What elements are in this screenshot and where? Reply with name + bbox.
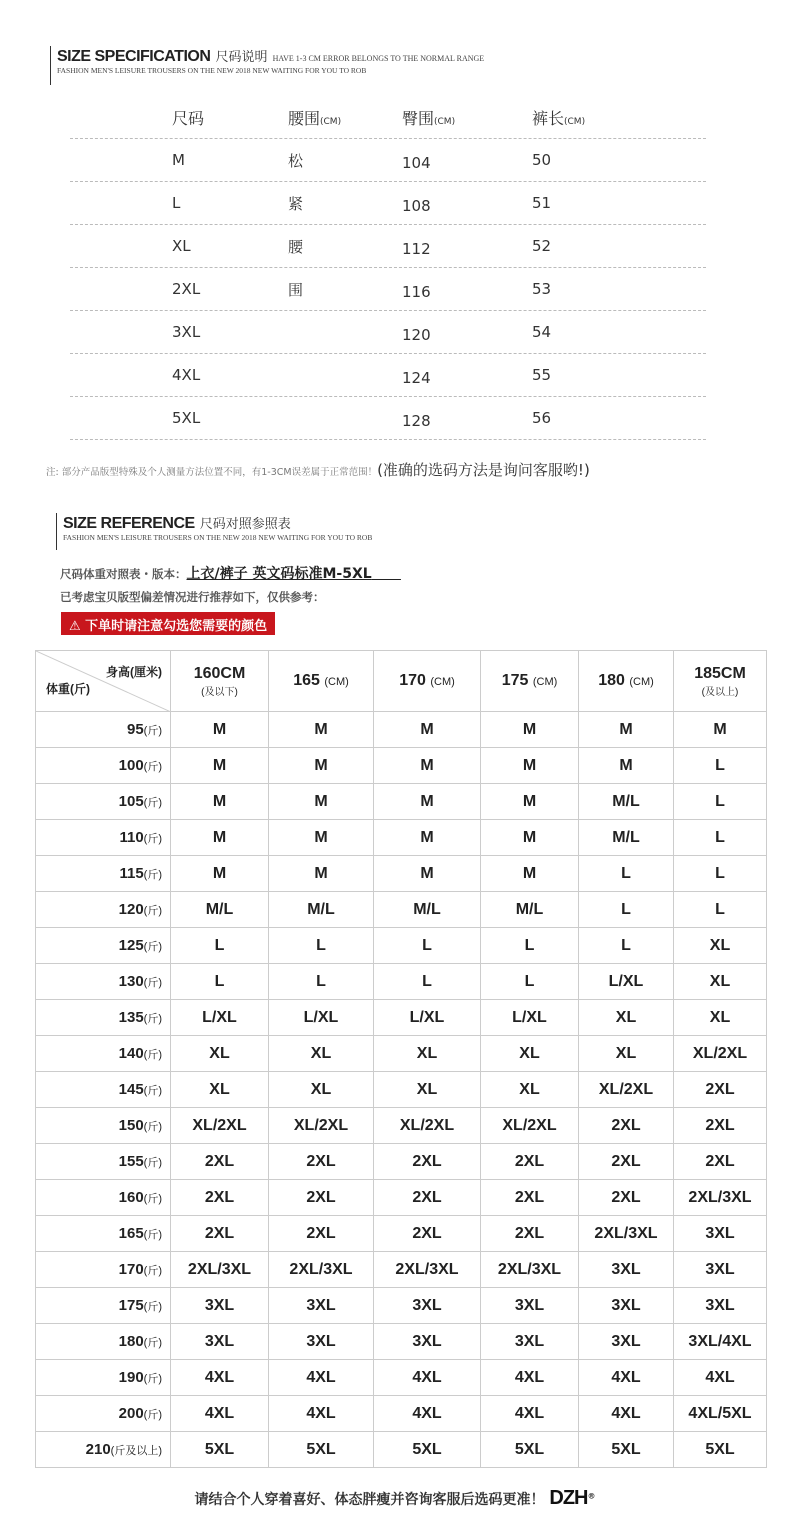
hip-cell: 112	[402, 240, 431, 258]
size-recommendation-cell: M/L	[269, 892, 374, 928]
table-row	[36, 1036, 767, 1072]
size-recommendation-cell: XL/2XL	[374, 1108, 481, 1144]
size-reference-table	[35, 650, 767, 1468]
size-recommendation-cell: 5XL	[481, 1432, 579, 1468]
version-info: 尺码体重对照表・版本：上衣/裤子 英文码标准M-5XL	[60, 566, 372, 582]
size-recommendation-cell: 3XL	[579, 1288, 674, 1324]
size-cell: XL	[172, 237, 191, 255]
size-spec-header	[50, 46, 484, 85]
table-row	[36, 964, 767, 1000]
table-row	[36, 1072, 767, 1108]
table-row	[36, 1432, 767, 1468]
size-recommendation-cell: 2XL	[269, 1180, 374, 1216]
length-cell: 56	[532, 409, 552, 427]
size-recommendation-cell: M	[374, 712, 481, 748]
size-recommendation-cell: L	[374, 964, 481, 1000]
hip-cell: 128	[402, 412, 431, 430]
weight-cell: 190(斤)	[36, 1360, 171, 1396]
size-cell: 4XL	[172, 366, 201, 384]
length-cell: 52	[532, 237, 552, 255]
table-row	[36, 1360, 767, 1396]
height-header-cell: 160CM (及以下)	[171, 651, 269, 712]
size-spec-row	[70, 139, 706, 182]
size-recommendation-cell: L	[171, 964, 269, 1000]
size-recommendation-cell: M/L	[374, 892, 481, 928]
size-recommendation-cell: M	[674, 712, 767, 748]
size-note	[46, 459, 590, 480]
weight-cell: 200(斤)	[36, 1396, 171, 1432]
size-recommendation-cell: M	[374, 820, 481, 856]
size-cell: 3XL	[172, 323, 201, 341]
hip-cell: 124	[402, 369, 431, 387]
weight-cell: 130(斤)	[36, 964, 171, 1000]
table-row	[36, 928, 767, 964]
size-recommendation-cell: M/L	[171, 892, 269, 928]
size-recommendation-cell: XL	[269, 1036, 374, 1072]
size-recommendation-cell: L	[674, 748, 767, 784]
size-recommendation-cell: L	[674, 820, 767, 856]
size-recommendation-cell: 3XL	[171, 1288, 269, 1324]
size-recommendation-cell: 4XL	[481, 1360, 579, 1396]
weight-cell: 110(斤)	[36, 820, 171, 856]
size-recommendation-cell: 2XL	[269, 1216, 374, 1252]
weight-cell: 150(斤)	[36, 1108, 171, 1144]
length-cell: 50	[532, 151, 552, 169]
corner-cell	[36, 651, 171, 712]
header-waist: 腰围(CM)	[288, 108, 342, 128]
size-recommendation-cell: 4XL	[171, 1396, 269, 1432]
size-ref-header	[56, 513, 373, 550]
header-hip: 臀围(CM)	[402, 108, 456, 128]
weight-cell: 105(斤)	[36, 784, 171, 820]
size-recommendation-cell: 3XL	[374, 1324, 481, 1360]
size-spec-row	[70, 311, 706, 354]
size-recommendation-cell: 5XL	[269, 1432, 374, 1468]
size-recommendation-cell: M	[481, 820, 579, 856]
weight-cell: 125(斤)	[36, 928, 171, 964]
height-header-cell: 170 (CM)	[374, 651, 481, 712]
size-recommendation-cell: L/XL	[481, 1000, 579, 1036]
footer: 请结合个人穿着喜好、体态胖瘦并咨询客服后选码更准！ DZH®	[194, 1487, 596, 1509]
size-recommendation-cell: 3XL	[481, 1288, 579, 1324]
waist-cell: 腰	[288, 237, 304, 256]
hip-cell: 116	[402, 283, 431, 301]
height-header-cell: 175 (CM)	[481, 651, 579, 712]
size-spec-error-note: HAVE 1-3 CM ERROR BELONGS TO THE NORMAL RANGE	[272, 54, 485, 63]
height-header-cell: 185CM (及以上)	[674, 651, 767, 712]
size-recommendation-cell: 2XL/3XL	[674, 1180, 767, 1216]
size-recommendation-cell: 2XL	[374, 1144, 481, 1180]
size-recommendation-cell: L	[481, 964, 579, 1000]
size-spec-subtitle: FASHION MEN'S LEISURE TROUSERS ON THE NEW 2018 NEW WAITING FOR YOU TO ROB	[57, 66, 367, 75]
size-recommendation-cell: 3XL	[481, 1324, 579, 1360]
size-recommendation-cell: 4XL	[171, 1360, 269, 1396]
brand-logo: DZH	[549, 1487, 588, 1509]
size-recommendation-cell: L	[579, 928, 674, 964]
size-recommendation-cell: M	[374, 784, 481, 820]
size-ref-subtitle: FASHION MEN'S LEISURE TROUSERS ON THE NEW 2018 NEW WAITING FOR YOU TO ROB	[63, 533, 373, 542]
size-recommendation-cell: 4XL	[374, 1360, 481, 1396]
length-cell: 53	[532, 280, 552, 298]
weight-cell: 95(斤)	[36, 712, 171, 748]
waist-cell: 围	[288, 280, 304, 299]
size-recommendation-cell: M	[269, 784, 374, 820]
size-recommendation-cell: 2XL	[171, 1180, 269, 1216]
size-spec-row	[70, 397, 706, 440]
size-recommendation-cell: 2XL	[579, 1108, 674, 1144]
size-recommendation-cell: 2XL/3XL	[579, 1216, 674, 1252]
size-recommendation-cell: L/XL	[171, 1000, 269, 1036]
size-ref-title-cn: 尺码对照参照表	[199, 517, 291, 532]
weight-cell: 155(斤)	[36, 1144, 171, 1180]
hip-cell: 104	[402, 154, 431, 172]
size-recommendation-cell: 4XL	[374, 1396, 481, 1432]
size-recommendation-cell: L	[674, 856, 767, 892]
table-row	[36, 1180, 767, 1216]
size-spec-row	[70, 225, 706, 268]
size-cell: 2XL	[172, 280, 201, 298]
table-row	[36, 856, 767, 892]
weight-cell: 160(斤)	[36, 1180, 171, 1216]
size-recommendation-cell: XL/2XL	[171, 1108, 269, 1144]
size-recommendation-cell: L	[269, 928, 374, 964]
size-recommendation-cell: 5XL	[374, 1432, 481, 1468]
table-row	[36, 748, 767, 784]
size-recommendation-cell: L	[579, 856, 674, 892]
size-recommendation-cell: 4XL	[579, 1360, 674, 1396]
size-recommendation-cell: 2XL/3XL	[171, 1252, 269, 1288]
size-recommendation-cell: 2XL	[374, 1216, 481, 1252]
size-recommendation-cell: M	[269, 748, 374, 784]
size-note-big: (准确的选码方法是询问客服哟!)	[377, 461, 590, 479]
size-recommendation-cell: 2XL	[481, 1144, 579, 1180]
version-value: 上衣/裤子 英文码标准M-5XL	[186, 566, 372, 582]
size-recommendation-cell: 5XL	[579, 1432, 674, 1468]
table-row	[36, 784, 767, 820]
size-recommendation-cell: M	[269, 856, 374, 892]
size-spec-row	[70, 354, 706, 397]
weight-cell: 180(斤)	[36, 1324, 171, 1360]
size-recommendation-cell: L	[579, 892, 674, 928]
table-row	[36, 1144, 767, 1180]
size-recommendation-cell: XL	[481, 1072, 579, 1108]
size-recommendation-cell: XL	[374, 1072, 481, 1108]
size-recommendation-cell: 2XL	[481, 1216, 579, 1252]
size-recommendation-cell: XL	[481, 1036, 579, 1072]
size-recommendation-cell: L	[674, 892, 767, 928]
size-cell: L	[172, 194, 181, 212]
size-spec-row	[70, 268, 706, 311]
size-recommendation-cell: M	[269, 820, 374, 856]
size-ref-title: SIZE REFERENCE	[63, 515, 195, 532]
size-recommendation-cell: M	[579, 748, 674, 784]
weight-cell: 100(斤)	[36, 748, 171, 784]
size-recommendation-cell: 2XL/3XL	[269, 1252, 374, 1288]
size-recommendation-cell: L	[171, 928, 269, 964]
size-recommendation-cell: 4XL	[674, 1360, 767, 1396]
size-recommendation-cell: 5XL	[171, 1432, 269, 1468]
size-recommendation-cell: M	[171, 856, 269, 892]
size-recommendation-cell: 2XL	[269, 1144, 374, 1180]
size-recommendation-cell: M	[269, 712, 374, 748]
header-length: 裤长(CM)	[532, 108, 586, 128]
weight-cell: 145(斤)	[36, 1072, 171, 1108]
size-cell: 5XL	[172, 409, 201, 427]
size-recommendation-cell: M	[481, 784, 579, 820]
height-header-cell: 165 (CM)	[269, 651, 374, 712]
size-recommendation-cell: L	[481, 928, 579, 964]
length-cell: 55	[532, 366, 552, 384]
size-recommendation-cell: 2XL	[674, 1072, 767, 1108]
size-cell: M	[172, 151, 185, 169]
size-note-text: 注: 部分产品版型特殊及个人测量方法位置不同，有1-3CM误差属于正常范围！	[46, 467, 378, 478]
hip-cell: 120	[402, 326, 431, 344]
size-recommendation-cell: L/XL	[374, 1000, 481, 1036]
size-recommendation-cell: 3XL	[171, 1324, 269, 1360]
table-row	[36, 1252, 767, 1288]
size-recommendation-cell: 3XL	[269, 1288, 374, 1324]
size-recommendation-cell: M/L	[579, 820, 674, 856]
table-row	[36, 820, 767, 856]
weight-cell: 175(斤)	[36, 1288, 171, 1324]
size-recommendation-cell: M	[171, 712, 269, 748]
size-spec-table	[70, 96, 706, 440]
weight-axis-label: 体重(斤)	[46, 682, 90, 696]
size-recommendation-cell: 4XL	[481, 1396, 579, 1432]
size-spec-title-cn: 尺码说明	[215, 50, 268, 65]
footer-text: 请结合个人穿着喜好、体态胖瘦并咨询客服后选码更准！	[194, 1492, 545, 1508]
size-recommendation-cell: M	[374, 748, 481, 784]
size-recommendation-cell: 2XL/3XL	[374, 1252, 481, 1288]
weight-cell: 135(斤)	[36, 1000, 171, 1036]
size-recommendation-cell: XL	[674, 928, 767, 964]
size-recommendation-cell: 3XL	[269, 1324, 374, 1360]
size-recommendation-cell: M	[579, 712, 674, 748]
size-recommendation-cell: M	[481, 856, 579, 892]
weight-cell: 120(斤)	[36, 892, 171, 928]
height-axis-label: 身高(厘米)	[106, 665, 162, 679]
height-header-row	[36, 651, 767, 712]
table-row	[36, 1108, 767, 1144]
size-spec-row	[70, 182, 706, 225]
size-recommendation-cell: 3XL	[579, 1252, 674, 1288]
size-recommendation-cell: 2XL/3XL	[481, 1252, 579, 1288]
size-recommendation-cell: 3XL/4XL	[674, 1324, 767, 1360]
weight-cell: 165(斤)	[36, 1216, 171, 1252]
size-recommendation-cell: XL/2XL	[481, 1108, 579, 1144]
size-recommendation-cell: 4XL	[579, 1396, 674, 1432]
table-row	[36, 1216, 767, 1252]
length-cell: 51	[532, 194, 552, 212]
table-row	[36, 1000, 767, 1036]
color-warning-badge: ⚠ 下单时请注意勾选您需要的颜色	[61, 612, 275, 635]
height-header-cell: 180 (CM)	[579, 651, 674, 712]
table-row	[36, 1396, 767, 1432]
size-recommendation-cell: XL	[374, 1036, 481, 1072]
weight-cell: 115(斤)	[36, 856, 171, 892]
table-row	[36, 712, 767, 748]
table-row	[36, 1324, 767, 1360]
weight-cell: 170(斤)	[36, 1252, 171, 1288]
size-recommendation-cell: M	[374, 856, 481, 892]
size-recommendation-cell: 3XL	[374, 1288, 481, 1324]
size-recommendation-cell: M	[171, 820, 269, 856]
weight-cell: 140(斤)	[36, 1036, 171, 1072]
waist-cell: 松	[288, 151, 304, 170]
size-recommendation-cell: M/L	[579, 784, 674, 820]
size-recommendation-cell: XL	[171, 1036, 269, 1072]
length-cell: 54	[532, 323, 552, 341]
size-recommendation-cell: XL	[674, 1000, 767, 1036]
size-recommendation-cell: 2XL	[674, 1144, 767, 1180]
size-recommendation-cell: 4XL	[269, 1360, 374, 1396]
size-recommendation-cell: 4XL	[269, 1396, 374, 1432]
size-recommendation-cell: M	[481, 712, 579, 748]
size-recommendation-cell: 4XL/5XL	[674, 1396, 767, 1432]
size-recommendation-cell: XL/2XL	[269, 1108, 374, 1144]
size-recommendation-cell: XL	[674, 964, 767, 1000]
size-recommendation-cell: 5XL	[674, 1432, 767, 1468]
table-row	[36, 1288, 767, 1324]
size-recommendation-cell: 3XL	[674, 1252, 767, 1288]
size-recommendation-cell: XL/2XL	[579, 1072, 674, 1108]
header-size: 尺码	[172, 108, 205, 128]
table-row	[36, 892, 767, 928]
size-recommendation-cell: 3XL	[674, 1288, 767, 1324]
size-recommendation-cell: L	[674, 784, 767, 820]
size-recommendation-cell: M	[481, 748, 579, 784]
size-recommendation-cell: 3XL	[579, 1324, 674, 1360]
size-recommendation-cell: XL	[579, 1000, 674, 1036]
size-recommendation-cell: M	[171, 784, 269, 820]
size-recommendation-cell: 2XL	[171, 1216, 269, 1252]
hip-cell: 108	[402, 197, 431, 215]
waist-cell: 紧	[288, 194, 304, 213]
size-recommendation-cell: XL	[579, 1036, 674, 1072]
size-recommendation-cell: 2XL	[481, 1180, 579, 1216]
size-recommendation-cell: L	[374, 928, 481, 964]
size-recommendation-cell: L/XL	[269, 1000, 374, 1036]
size-recommendation-cell: M	[171, 748, 269, 784]
size-recommendation-cell: 2XL	[579, 1180, 674, 1216]
size-spec-title: SIZE SPECIFICATION	[57, 48, 211, 65]
size-recommendation-cell: 3XL	[674, 1216, 767, 1252]
size-recommendation-cell: L	[269, 964, 374, 1000]
size-recommendation-cell: 2XL	[579, 1144, 674, 1180]
size-spec-header-row	[70, 96, 706, 139]
size-recommendation-cell: L/XL	[579, 964, 674, 1000]
weight-cell: 210(斤及以上)	[36, 1432, 171, 1468]
size-recommendation-cell: XL	[269, 1072, 374, 1108]
size-recommendation-cell: 2XL	[674, 1108, 767, 1144]
size-recommendation-cell: 2XL	[171, 1144, 269, 1180]
size-recommendation-cell: M/L	[481, 892, 579, 928]
size-recommendation-cell: XL	[171, 1072, 269, 1108]
size-recommendation-cell: XL/2XL	[674, 1036, 767, 1072]
size-recommendation-cell: 2XL	[374, 1180, 481, 1216]
recommendation-note: 已考虑宝贝版型偏差情况进行推荐如下，仅供参考：	[60, 590, 325, 604]
